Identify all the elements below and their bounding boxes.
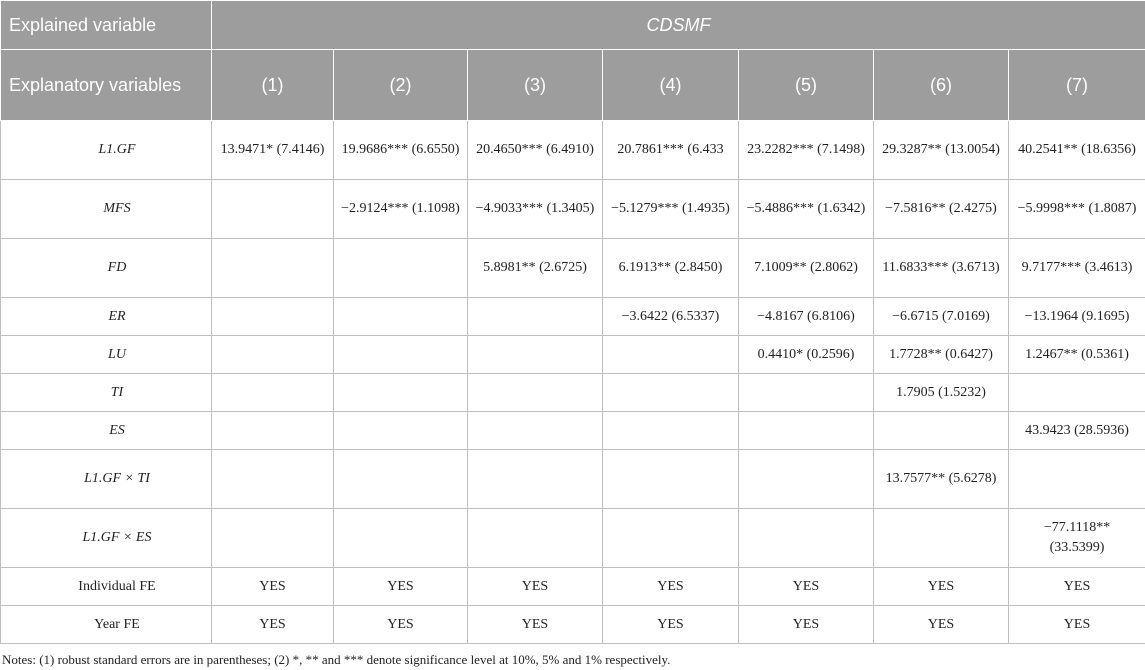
table-cell — [212, 412, 334, 450]
row-variable-label: L1.GF × ES — [1, 509, 212, 568]
row-variable-label: FD — [1, 239, 212, 298]
table-cell: 19.9686*** (6.6550) — [334, 121, 468, 180]
table-cell — [603, 509, 739, 568]
table-cell — [874, 412, 1009, 450]
table-cell: 43.9423 (28.5936) — [1009, 412, 1145, 450]
table-cell: YES — [739, 606, 874, 644]
table-cell: −4.8167 (6.8106) — [739, 298, 874, 336]
column-header: (1) — [212, 50, 334, 121]
table-cell: YES — [468, 606, 603, 644]
table-row — [1, 298, 1145, 336]
row-variable-label: L1.GF × TI — [1, 450, 212, 509]
table-cell — [468, 374, 603, 412]
column-header: (5) — [739, 50, 874, 121]
table-cell — [468, 412, 603, 450]
table-row — [1, 568, 1145, 606]
table-cell: YES — [1009, 606, 1145, 644]
table-cell: 20.4650*** (6.4910) — [468, 121, 603, 180]
table-cell — [334, 450, 468, 509]
table-cell: −5.1279*** (1.4935) — [603, 180, 739, 239]
table-cell: YES — [603, 606, 739, 644]
table-cell — [603, 412, 739, 450]
table-cell — [334, 298, 468, 336]
table-cell: 1.2467** (0.5361) — [1009, 336, 1145, 374]
table-cell: YES — [334, 568, 468, 606]
table-cell: −6.6715 (7.0169) — [874, 298, 1009, 336]
table-cell — [739, 374, 874, 412]
table-cell: −77.1118** (33.5399) — [1009, 509, 1145, 568]
row-variable-label: Year FE — [1, 606, 212, 644]
row-variable-label: Individual FE — [1, 568, 212, 606]
table-cell: 9.7177*** (3.4613) — [1009, 239, 1145, 298]
table-cell — [739, 509, 874, 568]
table-cell — [212, 450, 334, 509]
explained-variable-label: Explained variable — [1, 1, 212, 50]
table-cell — [212, 180, 334, 239]
column-header: (2) — [334, 50, 468, 121]
row-variable-label: TI — [1, 374, 212, 412]
table-cell: YES — [874, 606, 1009, 644]
table-cell: YES — [212, 606, 334, 644]
header-row-columns — [1, 50, 1145, 121]
table-cell — [334, 374, 468, 412]
table-cell — [212, 298, 334, 336]
table-cell: −5.4886*** (1.6342) — [739, 180, 874, 239]
table-cell: YES — [603, 568, 739, 606]
table-cell: 5.8981** (2.6725) — [468, 239, 603, 298]
table-cell: 13.9471* (7.4146) — [212, 121, 334, 180]
row-variable-label: ES — [1, 412, 212, 450]
table-cell: 1.7728** (0.6427) — [874, 336, 1009, 374]
row-variable-label: MFS — [1, 180, 212, 239]
table-row — [1, 336, 1145, 374]
table-cell: 0.4410* (0.2596) — [739, 336, 874, 374]
row-variable-label: LU — [1, 336, 212, 374]
table-cell: −5.9998*** (1.8087) — [1009, 180, 1145, 239]
table-cell — [212, 336, 334, 374]
table-cell — [739, 450, 874, 509]
table-cell: −13.1964 (9.1695) — [1009, 298, 1145, 336]
table-cell — [468, 450, 603, 509]
column-header: (3) — [468, 50, 603, 121]
explained-variable-value: CDSMF — [212, 1, 1145, 50]
row-variable-label: L1.GF — [1, 121, 212, 180]
table-cell: 1.7905 (1.5232) — [874, 374, 1009, 412]
table-cell: YES — [739, 568, 874, 606]
table-cell — [334, 412, 468, 450]
column-header: (6) — [874, 50, 1009, 121]
table-row — [1, 450, 1145, 509]
table-cell — [334, 336, 468, 374]
table-cell: 11.6833*** (3.6713) — [874, 239, 1009, 298]
table-cell: 20.7861*** (6.433 — [603, 121, 739, 180]
table-cell: −2.9124*** (1.1098) — [334, 180, 468, 239]
table-cell: −4.9033*** (1.3405) — [468, 180, 603, 239]
table-cell: YES — [874, 568, 1009, 606]
table-cell: 29.3287** (13.0054) — [874, 121, 1009, 180]
table-cell: 23.2282*** (7.1498) — [739, 121, 874, 180]
table-cell — [603, 336, 739, 374]
table-cell: YES — [212, 568, 334, 606]
table-cell — [603, 450, 739, 509]
row-variable-label: ER — [1, 298, 212, 336]
table-notes: Notes: (1) robust standard errors are in parentheses; (2) *, ** and *** denote significance level at 10%, 5% and 1% respectively. — [2, 652, 671, 667]
table-cell — [1009, 374, 1145, 412]
table-cell — [874, 509, 1009, 568]
table-row — [1, 412, 1145, 450]
table-row — [1, 239, 1145, 298]
table-cell: YES — [334, 606, 468, 644]
table-row — [1, 180, 1145, 239]
table-cell: 13.7577** (5.6278) — [874, 450, 1009, 509]
table-row — [1, 121, 1145, 180]
explanatory-variables-label: Explanatory variables — [1, 50, 212, 121]
table-cell — [1009, 450, 1145, 509]
table-cell — [212, 509, 334, 568]
table-cell — [603, 374, 739, 412]
table-cell — [468, 336, 603, 374]
table-cell — [468, 298, 603, 336]
column-header: (7) — [1009, 50, 1145, 121]
table-cell: −7.5816** (2.4275) — [874, 180, 1009, 239]
table-cell: YES — [1009, 568, 1145, 606]
header-row-explained — [1, 1, 1145, 50]
table-row — [1, 509, 1145, 568]
table-cell: 40.2541** (18.6356) — [1009, 121, 1145, 180]
table-cell — [739, 412, 874, 450]
column-header: (4) — [603, 50, 739, 121]
table-row — [1, 374, 1145, 412]
table-cell: 6.1913** (2.8450) — [603, 239, 739, 298]
table-cell: 7.1009** (2.8062) — [739, 239, 874, 298]
table-cell — [334, 509, 468, 568]
table-cell — [334, 239, 468, 298]
table-row — [1, 606, 1145, 644]
table-cell: YES — [468, 568, 603, 606]
table-cell — [212, 239, 334, 298]
table-cell: −3.6422 (6.5337) — [603, 298, 739, 336]
table-cell — [212, 374, 334, 412]
table-cell — [468, 509, 603, 568]
